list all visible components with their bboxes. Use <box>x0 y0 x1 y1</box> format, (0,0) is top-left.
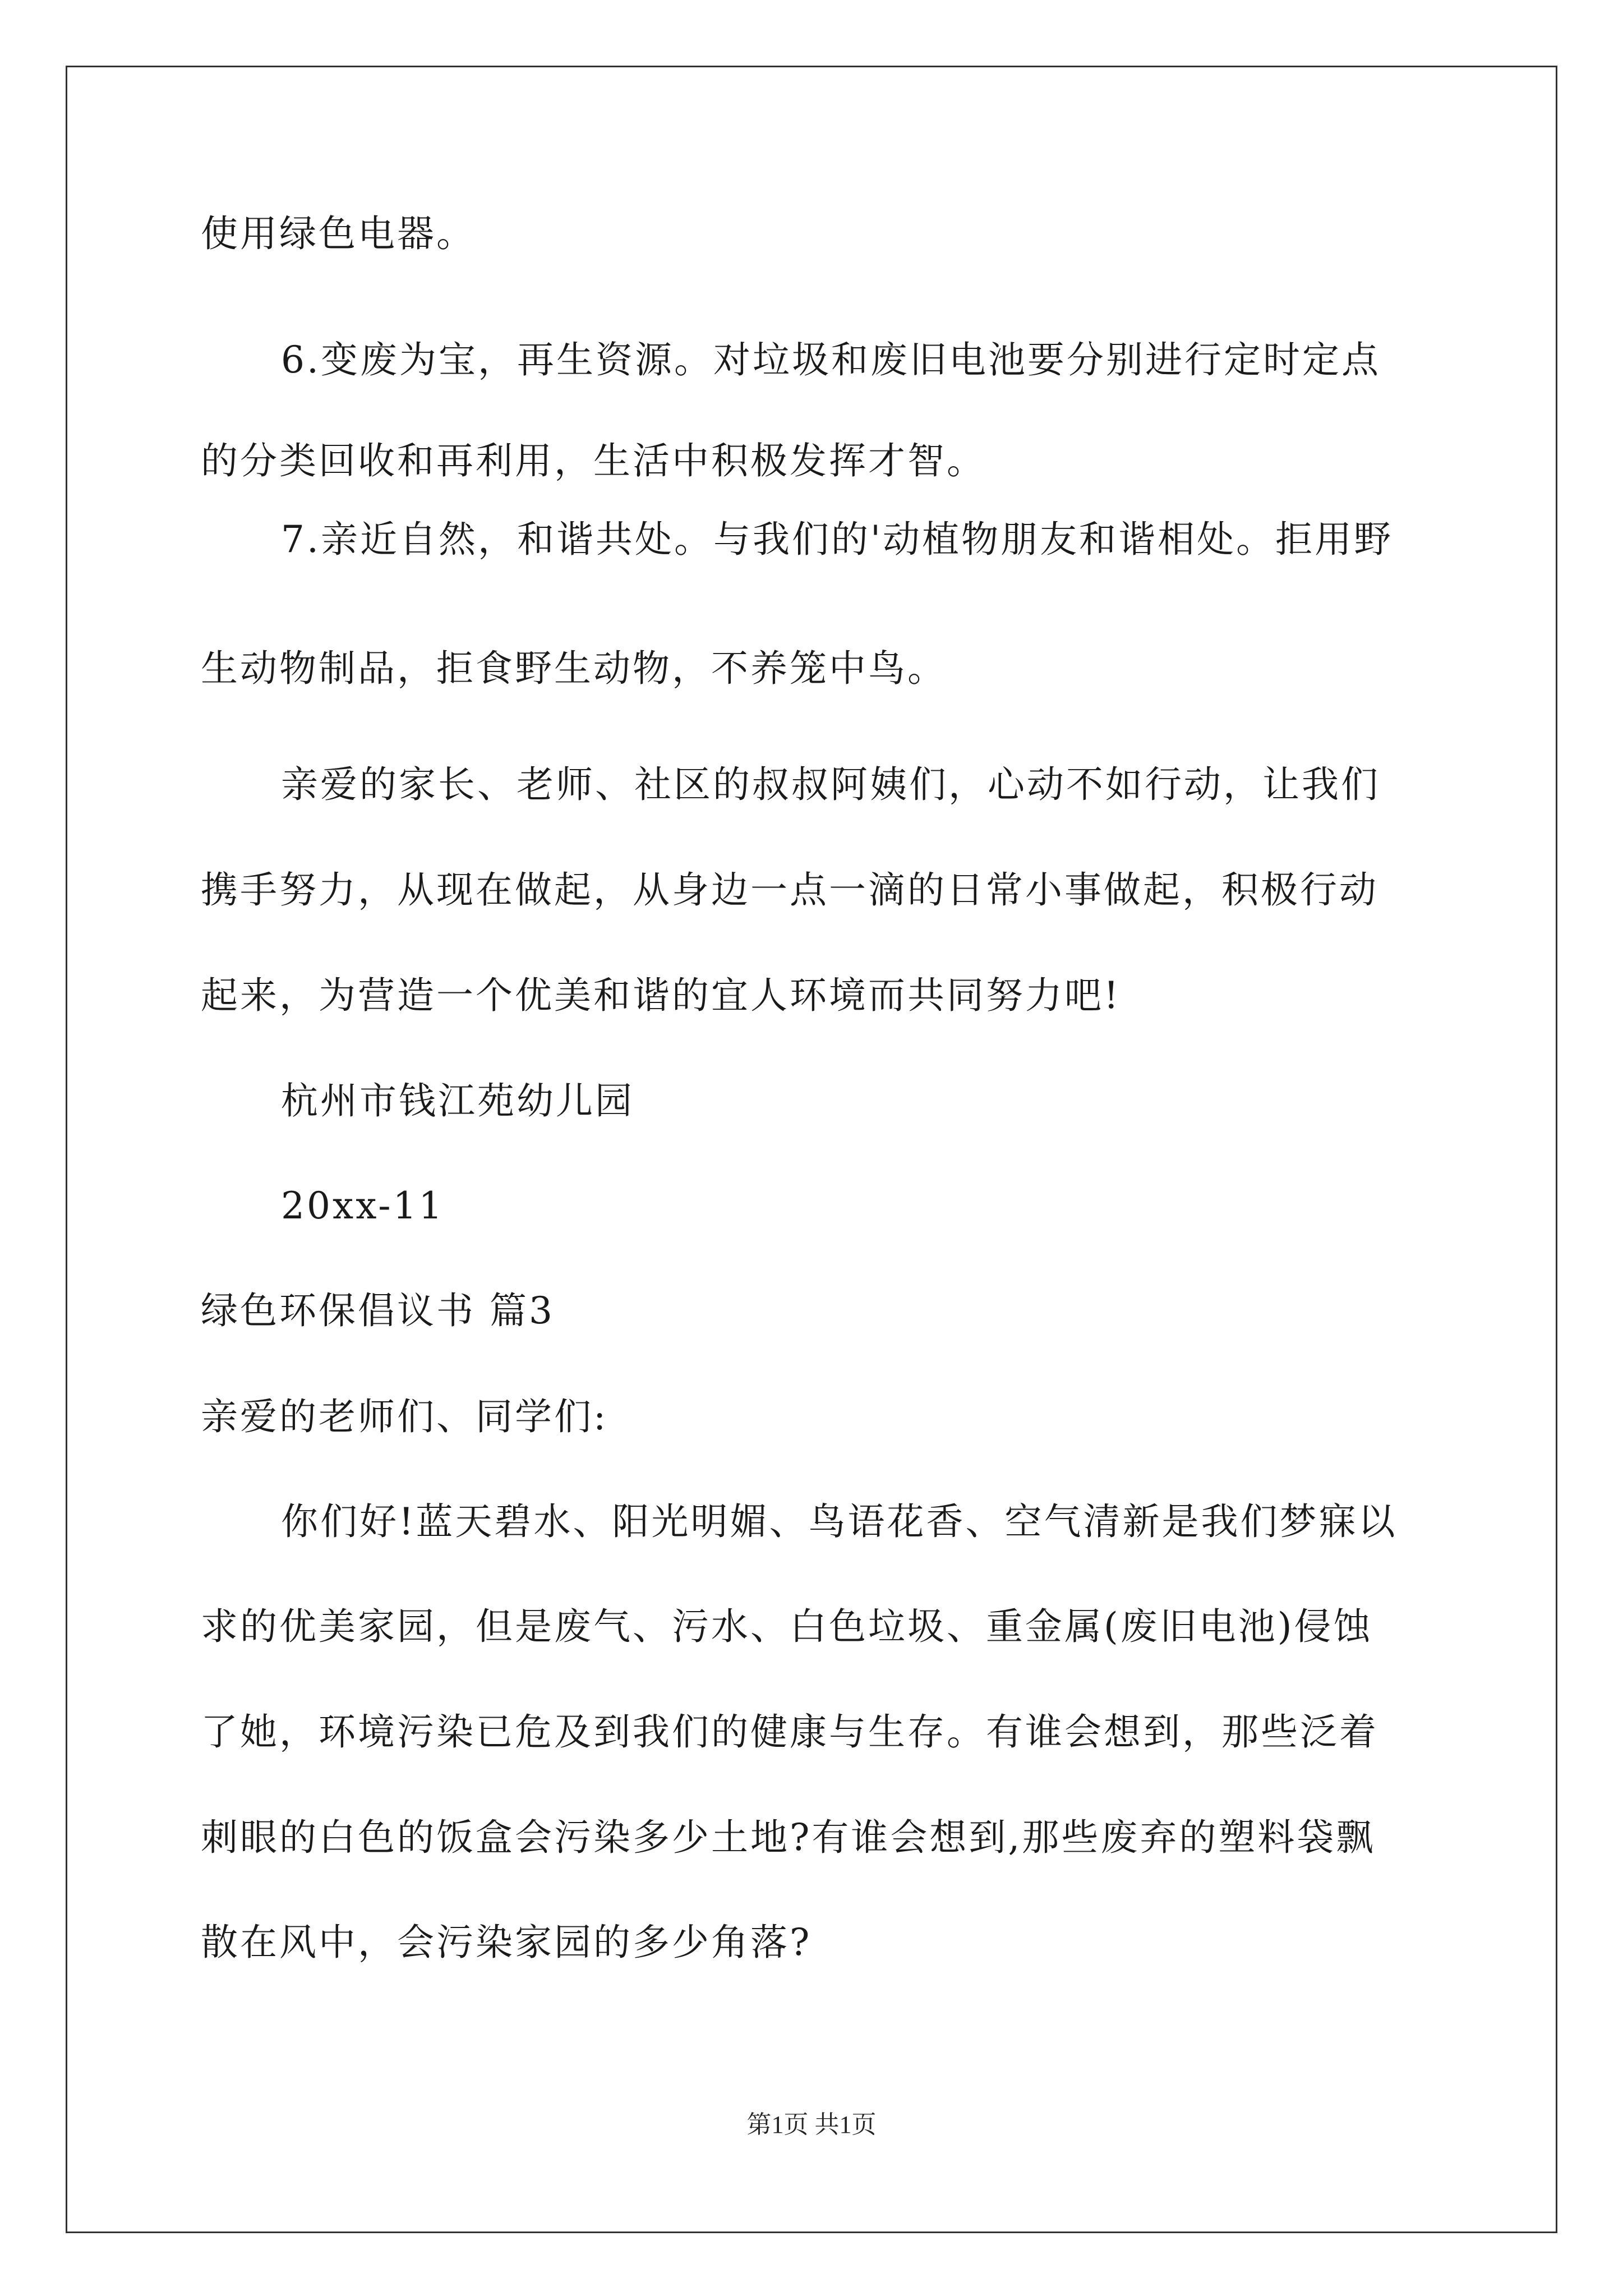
signature-date: 20xx-11 <box>281 1184 445 1227</box>
paragraph-line: 7.亲近自然，和谐共处。与我们的'动植物朋友和谐相处。拒用野 <box>281 518 1394 561</box>
page-footer: 第1页 共1页 <box>746 2111 877 2138</box>
paragraph-line: 刺眼的白色的饭盒会污染多少土地?有谁会想到,那些废弃的塑料袋飘 <box>201 1816 1376 1859</box>
signature-organization: 杭州市钱江苑幼儿园 <box>281 1079 634 1122</box>
page-border <box>66 66 1557 2233</box>
paragraph-line: 生动物制品，拒食野生动物，不养笼中鸟。 <box>201 647 947 690</box>
paragraph-line: 了她，环境污染已危及到我们的健康与生存。有谁会想到，那些泛着 <box>201 1710 1378 1754</box>
section-heading: 绿色环保倡议书 篇3 <box>201 1289 555 1332</box>
paragraph-line: 6.变废为宝，再生资源。对垃圾和废旧电池要分别进行定时定点 <box>281 338 1381 381</box>
paragraph-line: 亲爱的家长、老师、社区的叔叔阿姨们，心动不如行动，让我们 <box>281 763 1380 806</box>
paragraph-line: 求的优美家园，但是废气、污水、白色垃圾、重金属(废旧电池)侵蚀 <box>201 1605 1373 1648</box>
paragraph-line: 携手努力，从现在做起，从身边一点一滴的日常小事做起，积极行动 <box>201 868 1378 912</box>
salutation: 亲爱的老师们、同学们: <box>201 1395 608 1438</box>
paragraph-line: 散在风中，会污染家园的多少角落? <box>201 1921 812 1964</box>
paragraph-line: 的分类回收和再利用，生活中积极发挥才智。 <box>201 439 986 482</box>
paragraph-line: 起来，为营造一个优美和谐的宜人环境而共同努力吧! <box>201 974 1121 1017</box>
paragraph-line: 你们好!蓝天碧水、阳光明媚、鸟语花香、空气清新是我们梦寐以 <box>281 1500 1398 1543</box>
paragraph-line: 使用绿色电器。 <box>201 212 476 255</box>
